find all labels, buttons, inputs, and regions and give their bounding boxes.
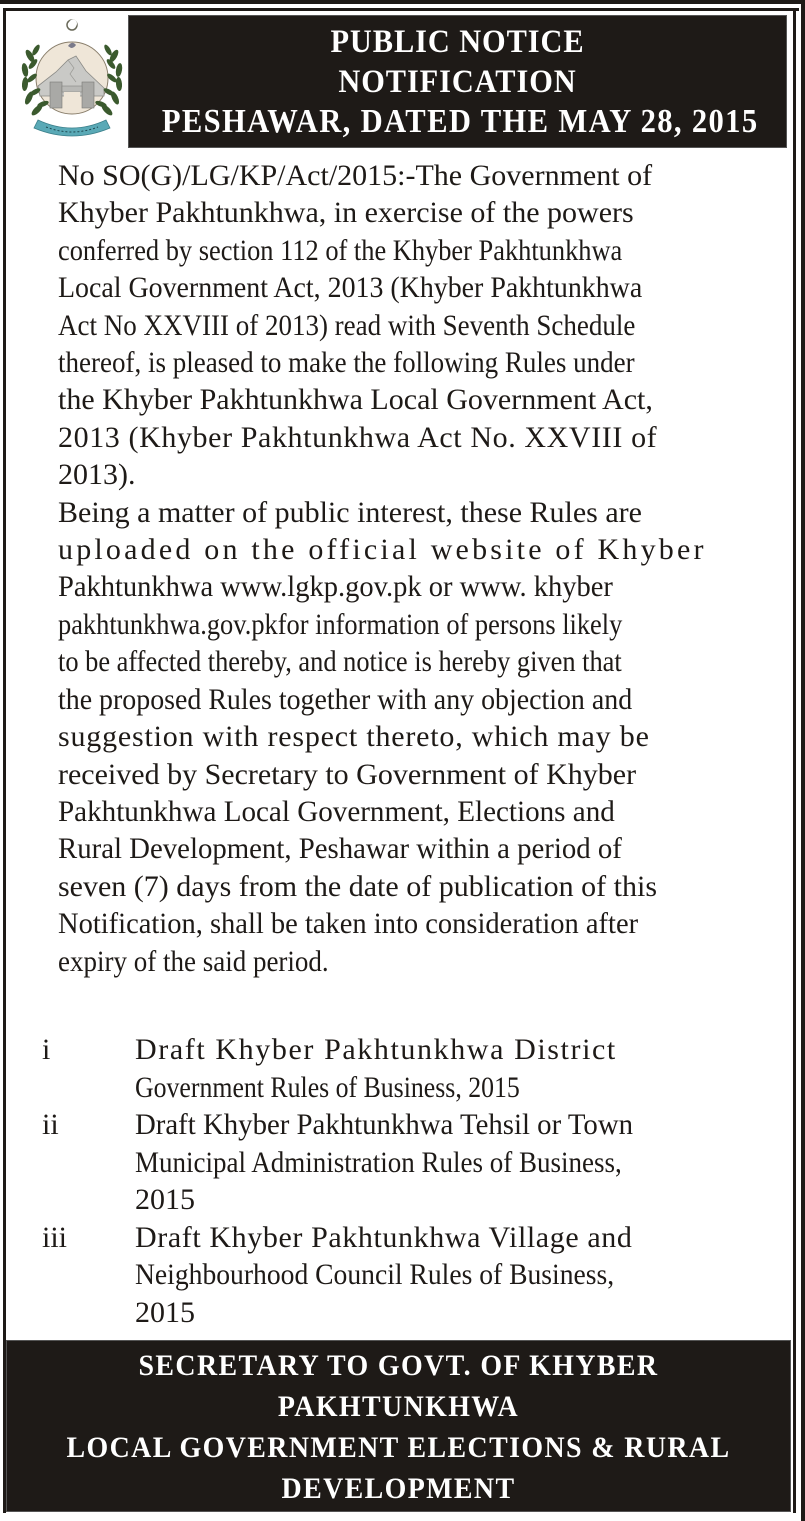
- body-line: Rural Development, Peshawar within a period of: [58, 832, 622, 866]
- notice-body: [58, 157, 728, 980]
- body-line: suggestion with respect thereto, which may be: [58, 720, 650, 754]
- list-item-line: Municipal Administration Rules of Business,: [135, 1145, 622, 1179]
- list-item-line: 2015: [135, 1295, 195, 1329]
- body-line: the Khyber Pakhtunkhwa Local Government Act,: [58, 383, 653, 417]
- frame-border-left: [3, 8, 6, 1513]
- body-line: conferred by section 112 of the Khyber Pakhtunkhwa: [58, 233, 623, 267]
- list-item: [42, 1219, 742, 1332]
- body-line: received by Secretary to Government of Khyber: [58, 757, 637, 791]
- list-item-line: Draft Khyber Pakhtunkhwa District: [135, 1033, 617, 1066]
- frame-border-top-outer: [0, 0, 805, 4]
- signatory-department-line: LOCAL GOVERNMENT ELECTIONS & RURAL: [66, 1431, 731, 1464]
- notice-header-banner: [128, 15, 787, 148]
- body-line: Local Government Act, 2013 (Khyber Pakhtunkhwa: [58, 271, 643, 305]
- frame-border-top-inner: [4, 8, 799, 11]
- list-item-line: Government Rules of Business, 2015: [135, 1070, 520, 1104]
- list-item-line: Draft Khyber Pakhtunkhwa Village and: [135, 1220, 633, 1254]
- list-item-number: ii: [42, 1108, 59, 1141]
- header-title: PUBLIC NOTICE: [330, 24, 585, 60]
- body-line: thereof, is pleased to make the following Rules under: [58, 346, 635, 380]
- body-line: 2013 (Khyber Pakhtunkhwa Act No. XXVIII of: [58, 420, 658, 454]
- list-item: [42, 1031, 742, 1106]
- body-line: Act No XXVIII of 2013) read with Seventh Schedule: [58, 308, 636, 342]
- frame-border-right-inner: [793, 8, 796, 1513]
- body-line: No SO(G)/LG/KP/Act/2015:-The Government of: [58, 159, 653, 192]
- body-line: Notification, shall be taken into consideration after: [58, 907, 639, 941]
- list-item: [42, 1106, 742, 1219]
- list-item-number: i: [42, 1033, 51, 1066]
- list-item-line: Draft Khyber Pakhtunkhwa Tehsil or Town: [135, 1108, 634, 1141]
- header-date-line: PESHAWAR, DATED THE MAY 28, 2015: [161, 103, 759, 140]
- body-line: pakhtunkhwa.gov.pkfor information of persons likely: [58, 607, 623, 641]
- body-line: seven (7) days from the date of publication of this: [58, 869, 658, 903]
- public-interest-paragraph: [58, 494, 728, 980]
- list-item-number: iii: [42, 1220, 68, 1254]
- body-line: 2013).: [58, 458, 136, 492]
- draft-rules-list: [42, 1031, 742, 1331]
- body-line: Pakhtunkhwa www.lgkp.gov.pk or www. khyber: [58, 570, 613, 604]
- signatory-department-line: DEVELOPMENT: [281, 1472, 516, 1505]
- government-emblem-icon: [16, 16, 128, 140]
- list-item-line: Neighbourhood Council Rules of Business,: [135, 1258, 615, 1291]
- signatory-title-line: PAKHTUNKHWA: [277, 1390, 520, 1423]
- notification-paragraph: [58, 157, 728, 494]
- body-line: the proposed Rules together with any objection and: [58, 682, 633, 716]
- body-line: Pakhtunkhwa Local Government, Elections and: [58, 794, 615, 828]
- body-line: Khyber Pakhtunkhwa, in exercise of the powers: [58, 196, 634, 230]
- body-line: uploaded on the official website of Khyber: [58, 533, 707, 567]
- body-line: Being a matter of public interest, these Rules are: [58, 495, 642, 529]
- signatory-footer-banner: [6, 1340, 791, 1512]
- body-line: expiry of the said period.: [58, 944, 329, 978]
- header-subtitle: NOTIFICATION: [338, 64, 577, 100]
- body-line: to be affected thereby, and notice is hereby given that: [58, 645, 622, 679]
- frame-border-right-outer: [801, 0, 805, 1521]
- list-item-line: 2015: [135, 1183, 195, 1216]
- signatory-title-line: SECRETARY TO GOVT. OF KHYBER: [138, 1349, 659, 1382]
